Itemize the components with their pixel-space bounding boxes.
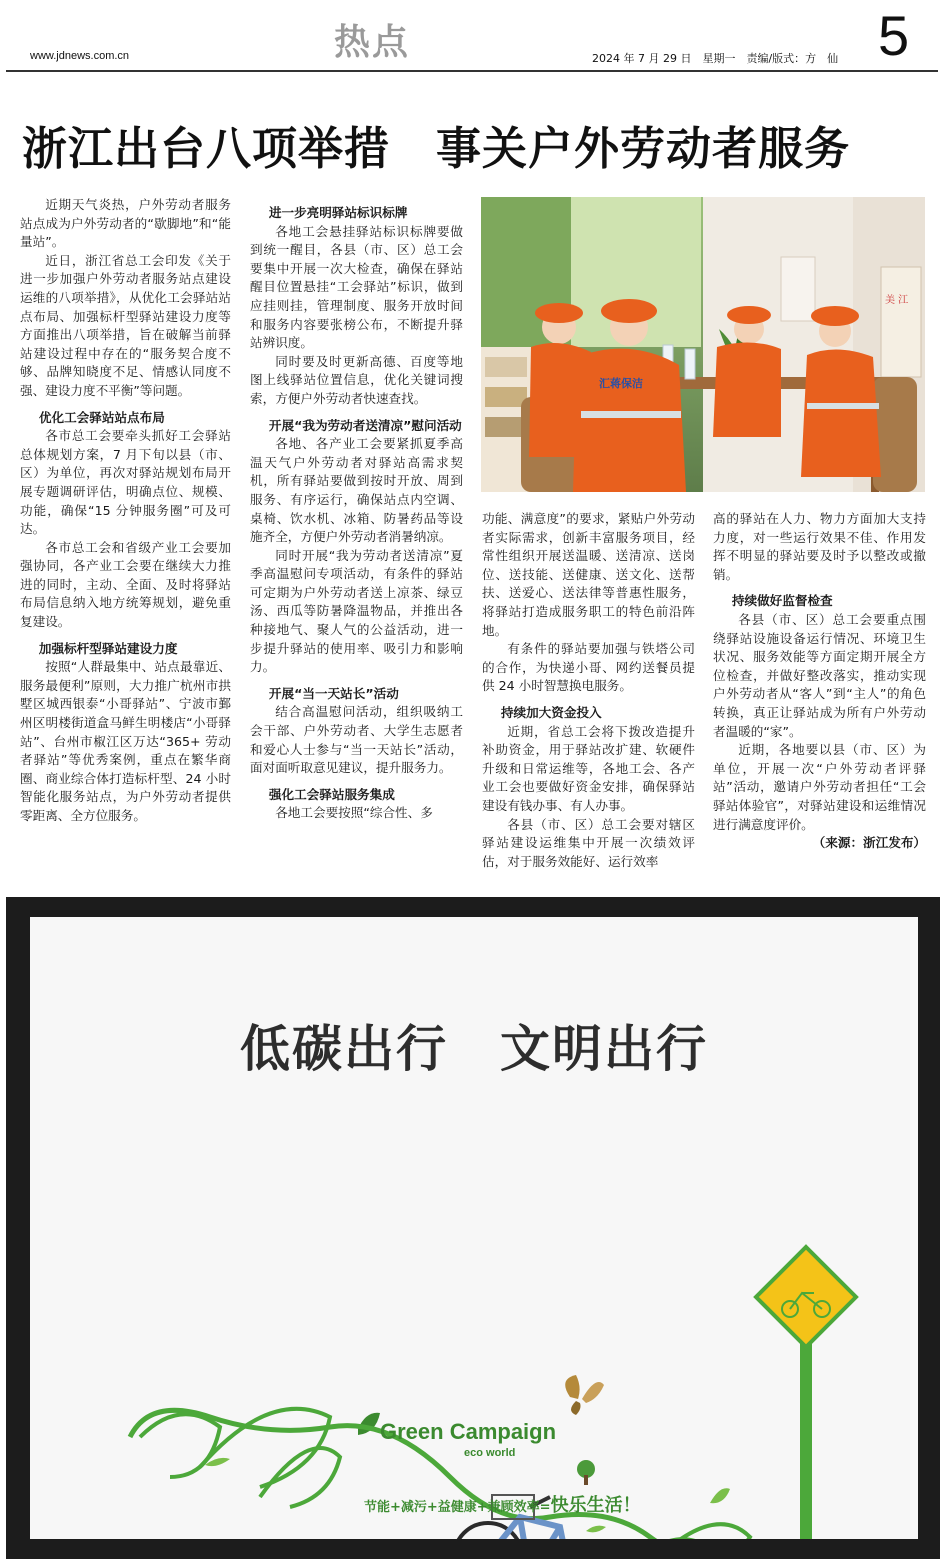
butterfly-icon [565, 1375, 604, 1415]
section-title: 热点 [334, 22, 411, 63]
article-paragraph: 近日，浙江省总工会印发《关于进一步加强户外劳动者服务站点建设运维的八项举措》，从优化工会驿站站点布局、加强标杆型驿站建设力度等方面推出八项举措，旨在破解当前驿站建设过程中存在的“服务契合度不够、品牌知晓度不足、情感认同度不强、建设力度不平衡”等问题。 [20, 252, 231, 398]
article-paragraph: 有条件的驿站要加强与铁塔公司的合作，为快递小哥、网约送餐员提供 24 小时智慧换电服务。 [482, 641, 695, 694]
article-paragraph: 高的驿站在人力、物力方面加大支持力度，对一些运行效果不佳、作用发挥不明显的驿站要及时予以整改或撤销。 [713, 511, 926, 582]
article-paragraph: 各地工会悬挂驿站标识标牌要做到统一醒目，各县（市、区）总工会要集中开展一次大检查，确保在驿站醒目位置悬挂“工会驿站”标识，做到应挂则挂，管理制度、服务开放时间和服务内容要张榜公布，不断提升驿站辨识度。 [250, 223, 463, 351]
poster-canvas [30, 917, 918, 1539]
poster-artwork [30, 917, 918, 1539]
green-campaign-brand: Green Campaign [380, 1419, 557, 1444]
green-campaign-subtitle: eco world [464, 1447, 516, 1459]
section-heading: 开展“当一天站长”活动 [268, 685, 399, 701]
news-photo [481, 197, 925, 492]
article-paragraph: 各县（市、区）总工会要重点围绕驿站设施设备运行情况、环境卫生状况、服务效能等方面定期开展全方位检查，并做好整改落实，推动实现户外劳动者从“客人”到“主人”的角色转换，真正让驿站成为所有户外劳动者温暖的“家”。 [713, 611, 926, 739]
article-paragraph: 按照“人群最集中、站点最靠近、服务最便利”原则，大力推广杭州市拱墅区城西银泰“小哥驿站”、宁波市鄞州区明楼街道盒马鲜生明楼店“小哥驿站”、台州市椒江区万达“365+ 劳动者驿站”等优秀案例，重点在繁华商圈、商业综合体打造标杆型、24 小时智能化服务站点，为户外劳动者提供零距离、全方位服务。 [20, 659, 231, 823]
article-paragraph: 近期，省总工会将下拨改造提升补助资金，用于驿站改扩建、软硬件升级和日常运维等，各地工会、各产业工会也要做好资金安排，确保驿站建设有钱办事、有人办事。 [482, 723, 695, 813]
header-rule [6, 70, 938, 72]
site-url[interactable]: www.jdnews.com.cn [30, 50, 130, 62]
article-paragraph: 近期天气炎热，户外劳动者服务站点成为户外劳动者的“歇脚地”和“能量站”。 [20, 197, 231, 250]
poster-formula [364, 1491, 641, 1517]
page-number: 5 [878, 4, 910, 67]
article-paragraph: 各地工会要按照“综合性、多 [275, 805, 433, 821]
section-heading: 强化工会驿站服务集成 [268, 786, 395, 802]
headline: 浙江出台八项举措 事关户外劳动者服务 [22, 122, 851, 175]
section-heading: 持续做好监督检查 [731, 593, 833, 609]
article-source: （来源：浙江发布） [812, 835, 926, 851]
article-column-3 [482, 510, 695, 871]
worker-vest-text: 汇蒋保洁 [599, 377, 643, 390]
article-paragraph: 各市总工会要牵头抓好工会驿站总体规划方案，7 月下旬以县（市、区）为单位，再次对驿站规划布局开展专题调研评估，明确点位、规模、功能，确保“15 分钟服务圈”可及可达。 [20, 428, 231, 537]
section-heading: 加强标杆型驿站建设力度 [38, 640, 178, 656]
article-paragraph: 同时要及时更新高德、百度等地图上线驿站位置信息，优化关键词搜索，方便户外劳动者快速查找。 [250, 353, 463, 406]
article-column-1 [20, 196, 231, 826]
article-paragraph: 近期，各地要以县（市、区）为单位，开展一次“户外劳动者评驿站”活动，邀请户外劳动者担任“工会驿站体验官”，对驿站建设和运维情况进行满意度评价。 [713, 742, 926, 832]
section-heading: 持续加大资金投入 [500, 704, 602, 720]
formula-result: 快乐生活！ [550, 1495, 641, 1516]
article-paragraph: 各县（市、区）总工会要对辖区驿站建设运维集中开展一次绩效评估，对于服务效能好、运行效率 [482, 816, 695, 869]
article-paragraph: 结合高温慰问活动，组织吸纳工会干部、户外劳动者、大学生志愿者和爱心人士参与“当一天站长”活动，面对面听取意见建议，提升服务力。 [250, 704, 463, 776]
article-column-4 [713, 510, 926, 853]
article-paragraph: 同时开展“我为劳动者送清凉”夏季高温慰问专项活动，有条件的驿站可定期为户外劳动者送上凉茶、绿豆汤、西瓜等防暑降温物品，并推出各种接地气、聚人气的公益活动，进一步提升驿站的使用率、吸引力和影响力。 [250, 547, 463, 675]
public-service-poster [6, 897, 940, 1559]
wall-sign-text: 美 江 [885, 295, 909, 306]
article-paragraph: 各地、各产业工会要紧抓夏季高温天气户外劳动者对驿站高需求契机，所有驿站要做到按时开放、周到服务、有序运行，确保站点内空调、桌椅、饮水机、冰箱、防暑药品等设施齐全，方便户外劳动者消暑纳凉。 [250, 436, 463, 545]
poster-slogan: 低碳出行 文明出行 [240, 1020, 708, 1078]
bicycle-road-sign-icon [756, 1247, 856, 1539]
section-heading: 开展“我为劳动者送清凉”慰问活动 [268, 417, 462, 433]
article-paragraph: 功能、满意度”的要求，紧贴户外劳动者实际需求，创新丰富服务项目，经常性组织开展送温暖、送清凉、送岗位、送技能、送健康、送文化、送帮扶、送爱心、送法律等普惠性服务，将驿站打造成服务职工的特色前沿阵地。 [482, 511, 695, 638]
formula-text: 节能+减污+益健康+兼顾效率= [364, 1500, 551, 1515]
news-photo-illustration [481, 197, 925, 492]
tree-icon [577, 1460, 595, 1485]
article-paragraph: 各市总工会和省级产业工会要加强协同，各产业工会要在继续大力推进的同时，主动、全面、及时将驿站布局信息纳入地方统筹规划，避免重复建设。 [20, 539, 231, 630]
masthead [0, 0, 944, 74]
article-column-2 [250, 196, 463, 823]
section-heading: 进一步亮明驿站标识标牌 [268, 205, 408, 220]
date-line: 2024 年 7 月 29 日 星期一 责编/版式：方 仙 [592, 52, 839, 65]
section-heading: 优化工会驿站站点布局 [38, 409, 165, 425]
